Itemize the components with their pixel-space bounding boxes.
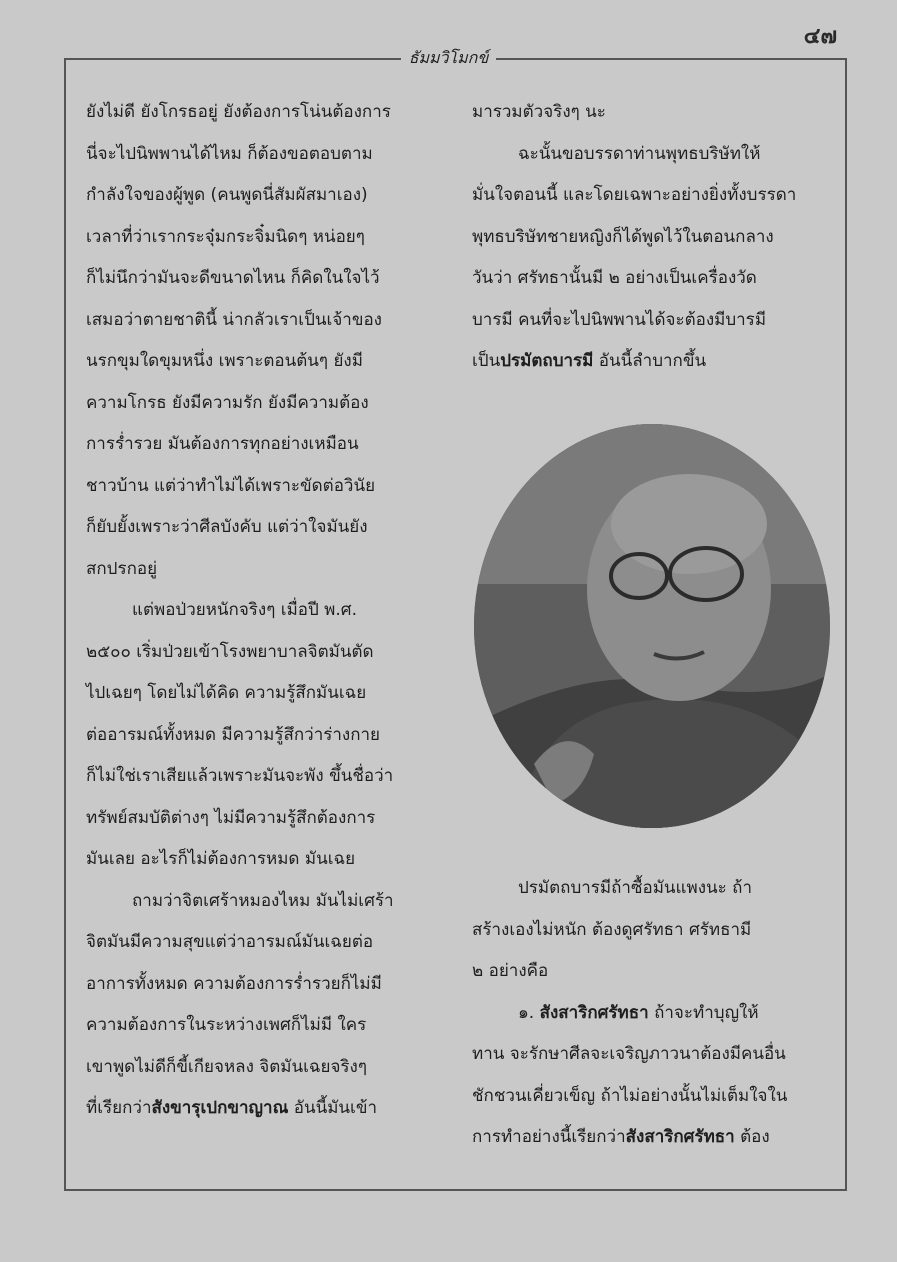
text-line: มารวมตัวจริงๆ นะ xyxy=(472,102,606,122)
text-line: สร้างเองไม่หนัก ต้องดูศรัทธา ศรัทธามี xyxy=(472,919,752,940)
text-line: มันเลย อะไรก็ไม่ต้องการหมด มันเฉย xyxy=(86,849,356,869)
text-line: ยังไม่ดี ยังโกรธอยู่ ยังต้องการโน่นต้องการ xyxy=(86,102,391,122)
right-column-bottom xyxy=(472,868,832,1159)
text-fragment: เป็น xyxy=(472,351,501,371)
text-line: ชาวบ้าน แต่ว่าทำไม่ได้เพราะขัดต่อวินัย xyxy=(86,475,376,496)
text-fragment: ที่เรียกว่า xyxy=(86,1098,152,1118)
paragraph-start xyxy=(86,881,446,923)
text-line: บารมี คนที่จะไปนิพพานได้จะต้องมีบารมี xyxy=(472,309,767,330)
text-line: นี่จะไปนิพพานได้ไหม ก็ต้องขอตอบตาม xyxy=(86,143,373,164)
text-fragment: อันนี้ลำบากขึ้น xyxy=(593,351,707,371)
text-line: ความต้องการในระหว่างเพศก็ไม่มี ใคร xyxy=(86,1015,367,1035)
text-line: ถามว่าจิตเศร้าหมองไหม มันไม่เศร้า xyxy=(132,890,394,911)
paragraph-start xyxy=(86,590,446,632)
text-fragment: อันนี้มันเข้า xyxy=(288,1098,378,1118)
text-line: ชักชวนเคี่ยวเข็ญ ถ้าไม่อย่างนั้นไม่เต็มใจใน xyxy=(472,1085,788,1106)
text-line-with-term xyxy=(86,1088,446,1130)
paragraph-start xyxy=(472,134,832,176)
header-title: ธัมมวิโมกข์ xyxy=(401,48,497,67)
monk-portrait-photo xyxy=(474,424,830,828)
text-line: ปรมัตถบารมีถ้าซื้อมันแพงนะ ถ้า xyxy=(518,878,753,898)
text-line: พุทธบริษัทชายหญิงก็ได้พูดไว้ในตอนกลาง xyxy=(472,226,774,247)
text-line-with-term xyxy=(472,1117,832,1159)
text-line: ก็ไม่ใช่เราเสียแล้วเพราะมันจะพัง ขึ้นชื่อว่า xyxy=(86,766,394,786)
text-line: เขาพูดไม่ดีก็ขี้เกียจหลง จิตมันเฉยจริงๆ xyxy=(86,1056,367,1077)
text-line: ๒ อย่างคือ xyxy=(472,961,549,981)
item-number: ๑. xyxy=(518,1002,535,1023)
text-line: นรกขุมใดขุมหนึ่ง เพราะตอนต้นๆ ยังมี xyxy=(86,351,363,371)
text-line: วันว่า ศรัทธานั้นมี ๒ อย่างเป็นเครื่องวัด xyxy=(472,268,757,288)
text-fragment: การทำอย่างนี้เรียกว่า xyxy=(472,1127,626,1147)
text-line: กำลังใจของผู้พูด (คนพูดนี่สัมผัสมาเอง) xyxy=(86,185,368,205)
text-line: ๒๕๐๐ เริ่มป่วยเข้าโรงพยาบาลจิตมันตัด xyxy=(86,641,374,662)
text-line: มั่นใจตอนนี้ และโดยเฉพาะอย่างยิ่งทั้งบรรดา xyxy=(472,185,797,205)
text-line: ทาน จะรักษาศีลจะเจริญภาวนาต้องมีคนอื่น xyxy=(472,1044,786,1064)
text-line: แต่พอป่วยหนักจริงๆ เมื่อปี พ.ศ. xyxy=(132,600,357,620)
text-line: การร่ำรวย มันต้องการทุกอย่างเหมือน xyxy=(86,434,359,454)
text-line: ฉะนั้นขอบรรดาท่านพุทธบริษัทให้ xyxy=(518,143,761,164)
text-line: ความโกรธ ยังมีความรัก ยังมีความต้อง xyxy=(86,392,369,413)
bold-term: ปรมัตถบารมี xyxy=(500,351,594,371)
portrait-illustration xyxy=(474,424,830,828)
text-fragment: ต้อง xyxy=(734,1127,770,1147)
text-fragment: ถ้าจะทำบุญให้ xyxy=(648,1002,759,1023)
text-line: ต่ออารมณ์ทั้งหมด มีความรู้สึกว่าร่างกาย xyxy=(86,724,381,745)
paragraph-start xyxy=(472,868,832,910)
text-line: ไปเฉยๆ โดยไม่ได้คิด ความรู้สึกมันเฉย xyxy=(86,683,367,703)
running-header xyxy=(0,46,897,71)
text-line: ทรัพย์สมบัติต่างๆ ไม่มีความรู้สึกต้องการ xyxy=(86,807,376,828)
text-line: จิตมันมีความสุขแต่ว่าอารมณ์มันเฉยต่อ xyxy=(86,932,374,952)
page-number: ๔๗ xyxy=(803,24,837,49)
text-line: ก็ยับยั้งเพราะว่าศีลบังคับ แต่ว่าใจมันยัง xyxy=(86,517,368,537)
bold-term: สังสาริกศรัทธา xyxy=(539,1002,649,1023)
bold-term: สังขารุเปกขาญาณ xyxy=(151,1098,289,1118)
text-line: ก็ไม่นึกว่ามันจะดีขนาดไหน ก็คิดในใจไว้ xyxy=(86,268,380,288)
bold-term: สังสาริกศรัทธา xyxy=(625,1127,735,1147)
text-line-with-term xyxy=(472,341,832,383)
right-column-top xyxy=(472,92,832,383)
left-column xyxy=(86,92,446,1130)
text-line: สกปรกอยู่ xyxy=(86,558,158,579)
text-line: เสมอว่าตายชาตินี้ น่ากลัวเราเป็นเจ้าของ xyxy=(86,309,382,330)
text-line: เวลาที่ว่าเรากระจุ๋มกระจิ๋มนิดๆ หน่อยๆ xyxy=(86,226,365,247)
list-item xyxy=(472,993,832,1035)
text-line: อาการทั้งหมด ความต้องการร่ำรวยก็ไม่มี xyxy=(86,973,382,994)
